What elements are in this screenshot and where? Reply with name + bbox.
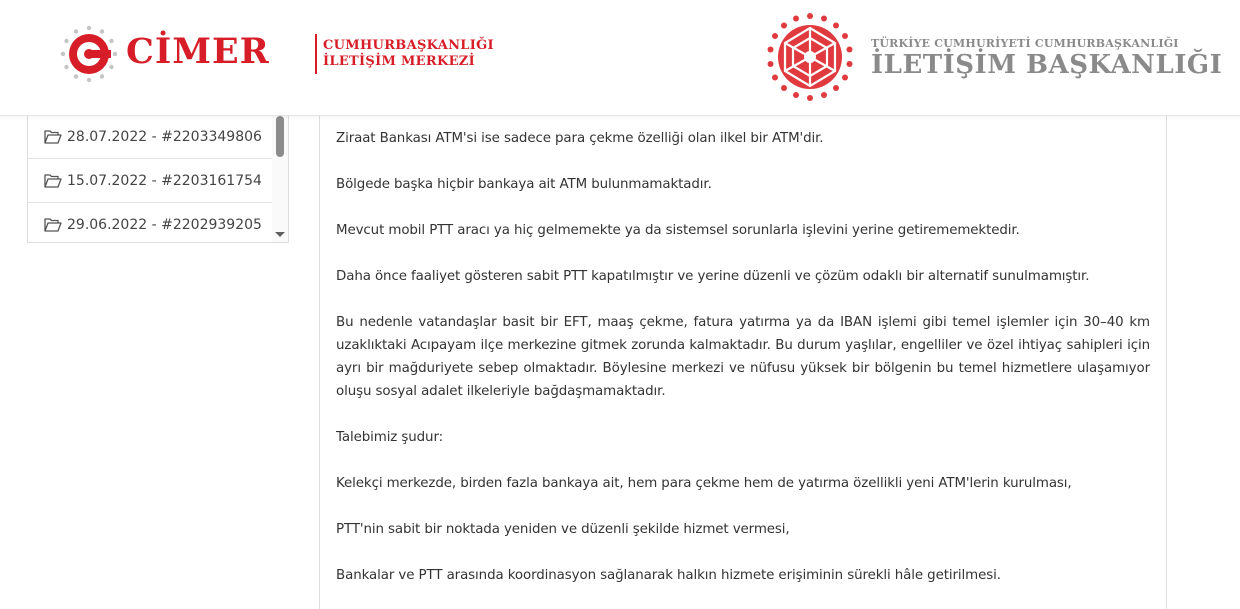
detail-paragraph: Mevcut mobil PTT aracı ya hiç gelmemekte ya da sistemsel sorunlarla işlevini yerine getirememektedir. (336, 223, 1020, 238)
cimer-separator (315, 34, 317, 74)
iletisim-logo[interactable] (765, 12, 1223, 102)
site-header (0, 0, 1240, 116)
iletisim-big-title: İLETİŞİM BAŞKANLIĞI (871, 50, 1223, 80)
cimer-wordmark: CİMER (126, 31, 270, 72)
iletisim-small-title: TÜRKİYE CUMHURİYETİ CUMHURBAŞKANLIĞI (871, 37, 1179, 50)
list-item-label: 15.07.2022 - #2203161754 (67, 172, 262, 189)
detail-paragraph: Ziraat Bankası ATM'si ise sadece para çekme özelliği olan ilkel bir ATM'dir. (336, 131, 824, 146)
list-item-label: 28.07.2022 - #2203349806 (67, 129, 262, 145)
cimer-subtitle-line1: CUMHURBAŞKANLIĞI (323, 38, 494, 53)
folder-open-icon (44, 218, 62, 232)
list-item[interactable] (28, 159, 274, 203)
folder-open-icon (44, 174, 62, 188)
list-item[interactable] (28, 203, 274, 243)
application-detail-panel (319, 116, 1167, 609)
list-scrollbar[interactable] (272, 116, 288, 243)
list-item[interactable] (28, 116, 274, 159)
detail-paragraph: Bölgede başka hiçbir bankaya ait ATM bulunmamaktadır. (336, 177, 712, 192)
detail-paragraph: PTT'nin sabit bir noktada yeniden ve düzenli şekilde hizmet vermesi, (336, 522, 790, 537)
scroll-down-arrow-icon[interactable] (275, 232, 285, 237)
cimer-logo[interactable] (58, 24, 494, 84)
list-item-label: 29.06.2022 - #2202939205 (67, 216, 262, 233)
application-history-list (27, 116, 289, 243)
detail-paragraph: Bu nedenle vatandaşlar basit bir EFT, maaş çekme, fatura yatırma ya da IBAN işlemi gibi temel işlemler için 30–40 km uzaklıktaki Acıpayam ilçe merkezine gitmek zorunda kalmaktadır. Bu durum yaşlılar, engelliler ve özel ihtiyaç sahipleri için ayrı bir mağduriyete sebep olmaktadır. Böylesine merkezi ve nüfusu yüksek bir bölgenin bu temel hizmetlere ulaşamıyor oluşu sosyal adalet ilkeleriyle bağdaşmamaktadır. (336, 315, 1150, 399)
cimer-emblem-icon (58, 24, 120, 84)
cimer-subtitle (323, 38, 494, 70)
detail-paragraph: Talebimiz şudur: (336, 430, 444, 445)
folder-open-icon (44, 130, 62, 144)
detail-paragraph: Kelekçi merkezde, birden fazla bankaya ait, hem para çekme hem de yatırma özellikli yeni ATM'lerin kurulması, (336, 476, 1072, 491)
scrollbar-thumb[interactable] (276, 116, 284, 157)
detail-paragraph: Daha önce faaliyet gösteren sabit PTT kapatılmıştır ve yerine düzenli ve çözüm odaklı bir alternatif sunulmamıştır. (336, 269, 1090, 284)
detail-paragraph: Bankalar ve PTT arasında koordinasyon sağlanarak halkın hizmete erişiminin sürekli hâle getirilmesi. (336, 568, 1001, 583)
iletisim-emblem-icon (765, 12, 855, 102)
cimer-subtitle-line2: İLETİŞİM MERKEZİ (323, 54, 475, 69)
